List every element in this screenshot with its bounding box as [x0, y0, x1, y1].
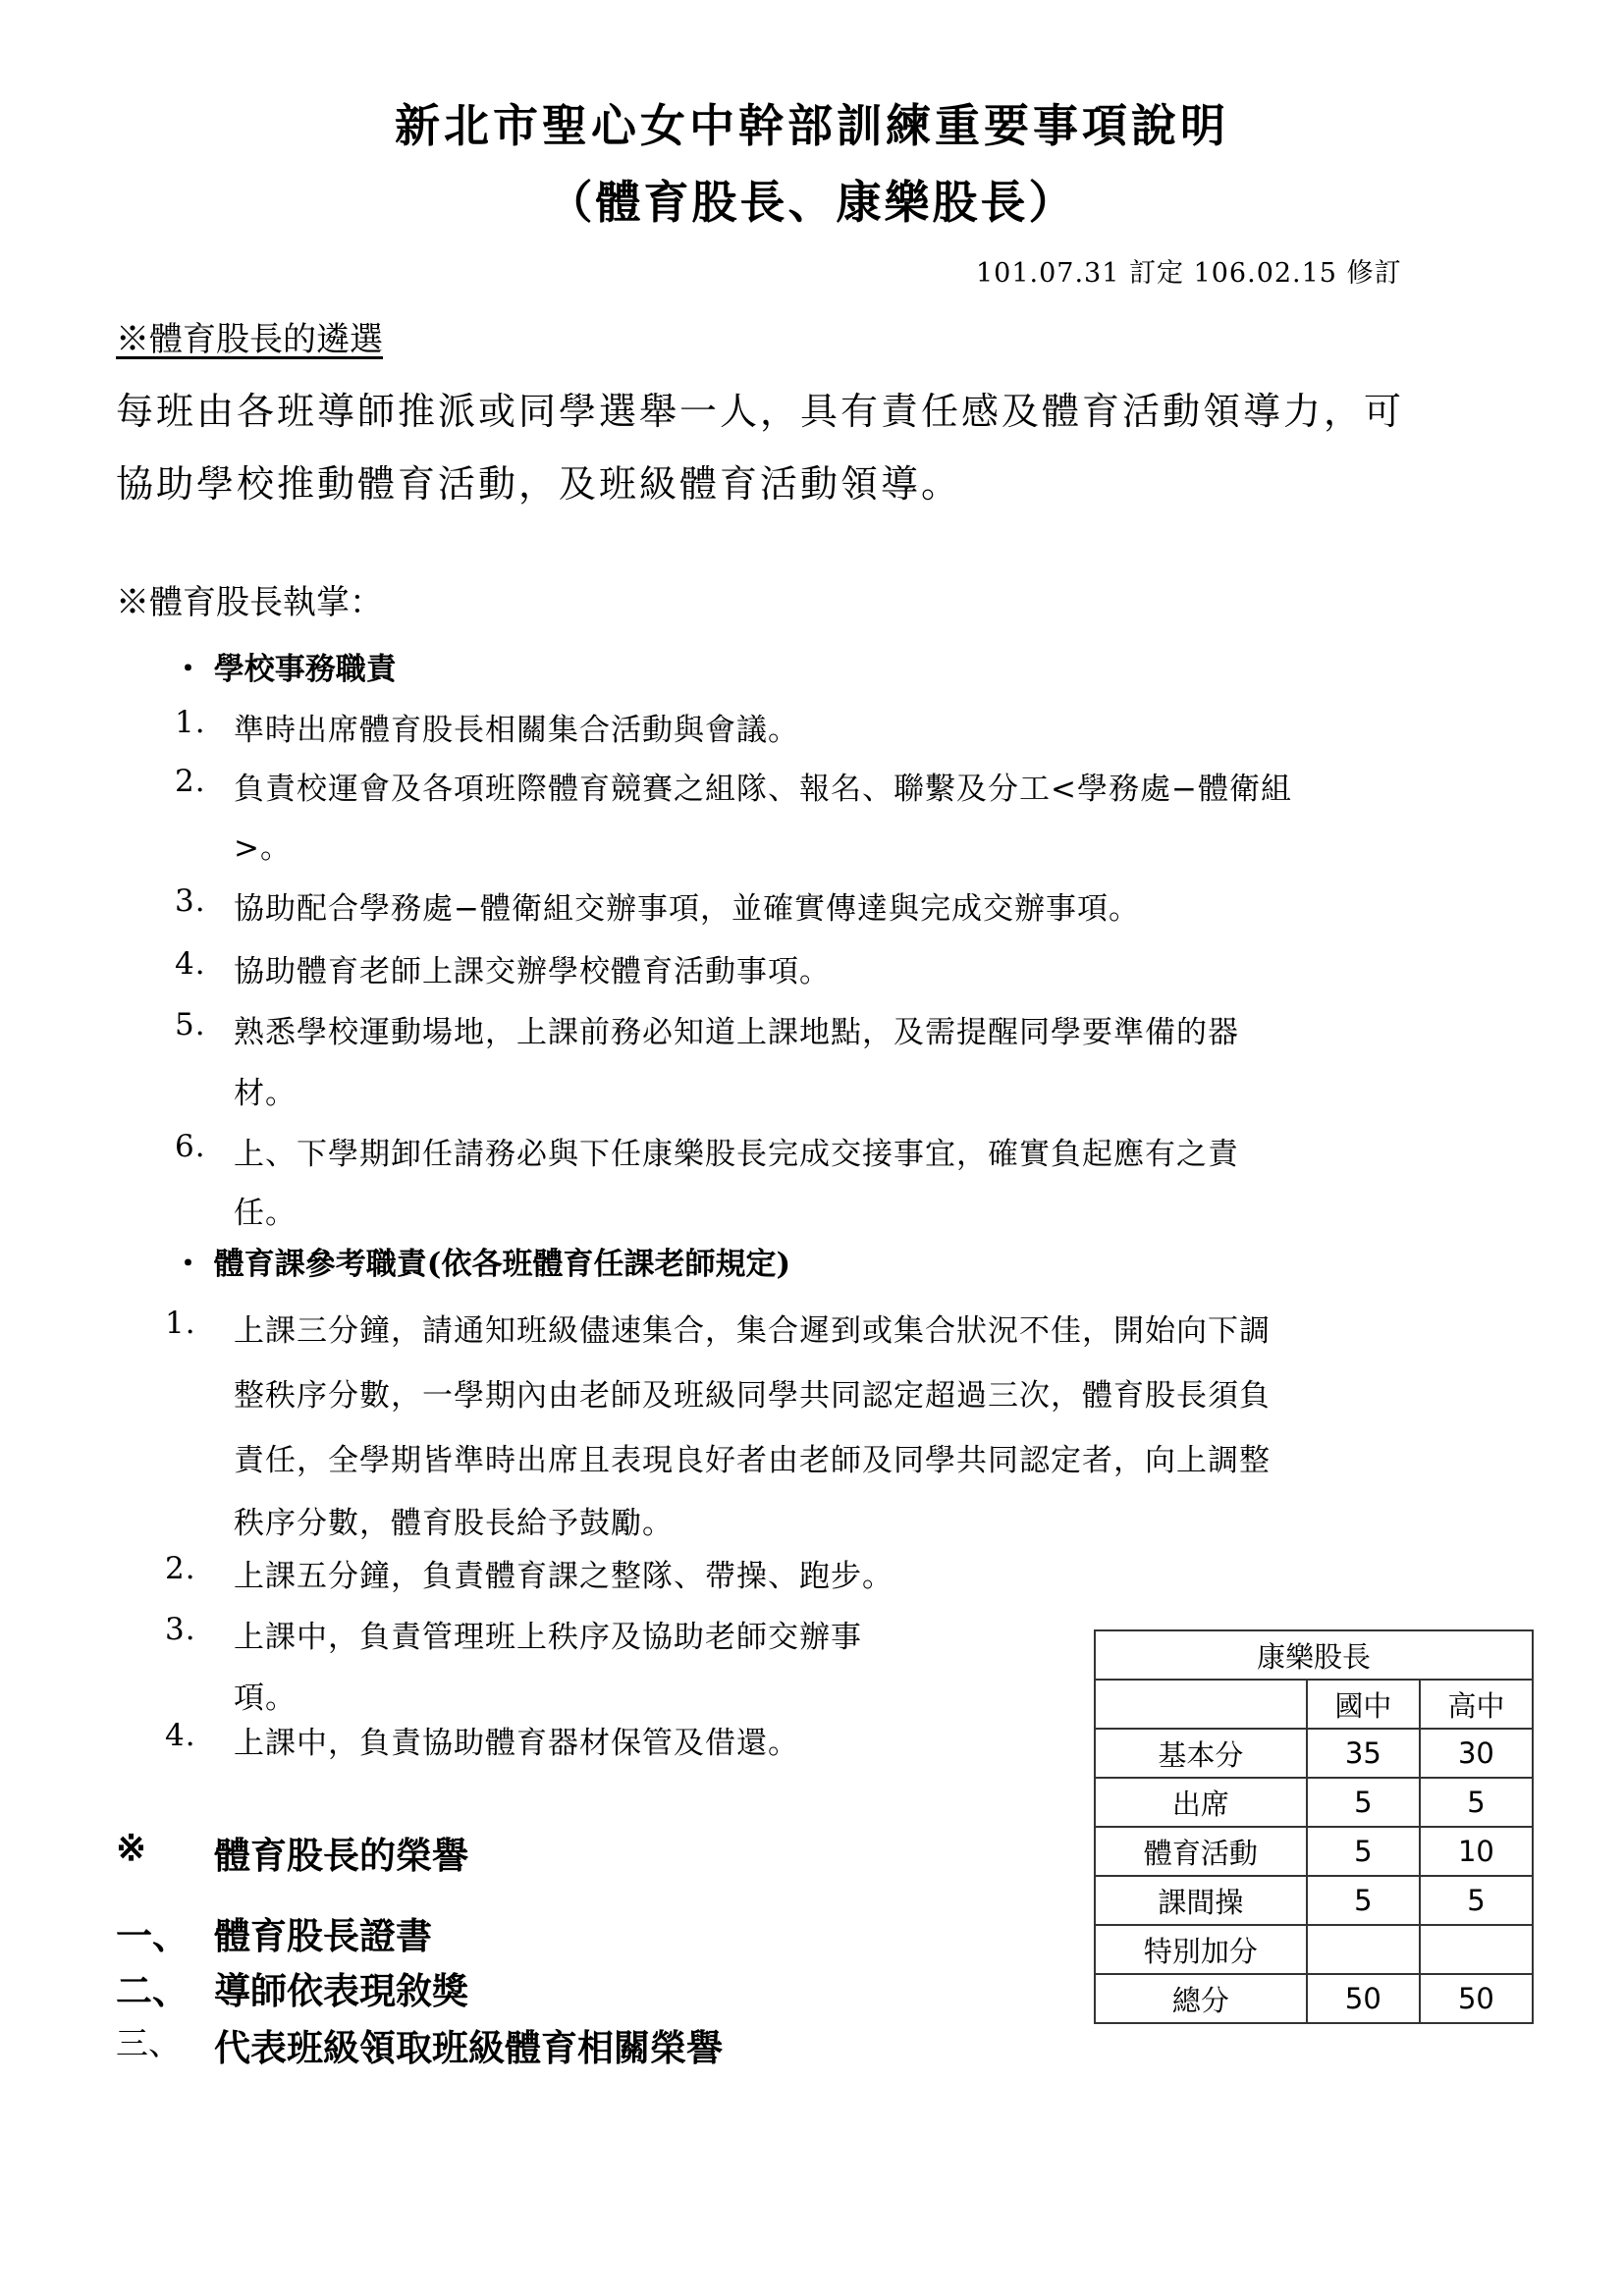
table-cell: 課間操 — [1095, 1876, 1307, 1925]
table-cell: 5 — [1420, 1876, 1533, 1925]
revision-date: 101.07.31 訂定 106.02.15 修訂 — [976, 258, 1402, 289]
honor-item-2-text: 導師依表現敘獎 — [214, 1969, 468, 2012]
table-header-cell — [1095, 1680, 1307, 1729]
honor-item-2-number: 二、 — [116, 1969, 189, 2012]
pe-item-2-text: 上課五分鐘，負責體育課之整隊、帶操、跑步。 — [234, 1559, 893, 1594]
school-item-1-text: 準時出席體育股長相關集合活動與會議。 — [234, 713, 799, 748]
table-cell: 特別加分 — [1095, 1925, 1307, 1974]
school-item-4-text: 協助體育老師上課交辦學校體育活動事項。 — [234, 954, 831, 989]
pe-item-1-text-line-2: 整秩序分數，一學期內由老師及班級同學共同認定超過三次，體育股長須負 — [234, 1378, 1271, 1414]
table-caption: 康樂股長 — [1095, 1630, 1533, 1680]
selection-line-1: 每班由各班導師推派或同學選舉一人，具有責任感及體育活動領導力，可 — [116, 390, 1405, 433]
table-row — [1095, 1876, 1533, 1925]
document-subtitle: （體育股長、康樂股長） — [547, 176, 1077, 229]
document-title: 新北市聖心女中幹部訓練重要事項說明 — [395, 99, 1229, 152]
school-item-4-number: 4. — [175, 946, 206, 982]
table-cell: 總分 — [1095, 1974, 1307, 2023]
table-cell: 30 — [1420, 1729, 1533, 1778]
school-item-2-text-line-2: >。 — [234, 830, 292, 866]
honor-item-3-text: 代表班級領取班級體育相關榮譽 — [214, 2026, 723, 2069]
school-duties-title: ・ 學校事務職責 — [173, 652, 397, 687]
pe-item-3-text-line-2: 項。 — [234, 1681, 297, 1716]
school-item-2-text-line-1: 負責校運會及各項班際體育競賽之組隊、報名、聯繫及分工<學務處−體衛組 — [234, 772, 1292, 807]
table-cell: 5 — [1420, 1778, 1533, 1827]
school-item-5-number: 5. — [175, 1007, 206, 1042]
table-row — [1095, 1778, 1533, 1827]
school-item-6-number: 6. — [175, 1129, 206, 1164]
pe-item-1-text-line-1: 上課三分鐘，請通知班級儘速集合，集合遲到或集合狀況不佳，開始向下調 — [234, 1313, 1271, 1349]
pe-item-4-number: 4. — [165, 1718, 196, 1753]
table-cell: 基本分 — [1095, 1729, 1307, 1778]
table-cell: 5 — [1307, 1778, 1420, 1827]
pe-item-2-number: 2. — [165, 1551, 196, 1586]
school-item-5-text-line-1: 熟悉學校運動場地，上課前務必知道上課地點，及需提醒同學要準備的器 — [234, 1015, 1239, 1050]
school-item-2-number: 2. — [175, 764, 206, 799]
honor-item-1-number: 一、 — [116, 1914, 189, 1957]
school-item-6-text-line-1: 上、下學期卸任請務必與下任康樂股長完成交接事宜，確實負起應有之責 — [234, 1137, 1239, 1172]
table-header-row — [1095, 1680, 1533, 1729]
table-cell — [1307, 1925, 1420, 1974]
table-cell: 出席 — [1095, 1778, 1307, 1827]
duties-heading: ※體育股長執掌： — [116, 583, 383, 622]
pe-item-1-text-line-4: 秩序分數，體育股長給予鼓勵。 — [234, 1506, 674, 1541]
table-row — [1095, 1827, 1533, 1876]
table-cell: 50 — [1420, 1974, 1533, 2023]
school-item-3-number: 3. — [175, 883, 206, 919]
school-item-6-text-line-2: 任。 — [234, 1196, 297, 1231]
table-cell: 5 — [1307, 1876, 1420, 1925]
honor-item-3-number: 三、 — [116, 2024, 181, 2062]
table-header-cell: 高中 — [1420, 1680, 1533, 1729]
pe-duties-title: ・ 體育課參考職責(依各班體育任課老師規定) — [173, 1247, 791, 1282]
table-cell: 35 — [1307, 1729, 1420, 1778]
table-row — [1095, 1925, 1533, 1974]
selection-line-2: 協助學校推動體育活動，及班級體育活動領導。 — [116, 462, 962, 506]
school-item-3-text: 協助配合學務處−體衛組交辦事項，並確實傳達與完成交辦事項。 — [234, 891, 1140, 927]
selection-heading: ※體育股長的遴選 — [116, 320, 383, 359]
table-cell: 10 — [1420, 1827, 1533, 1876]
pe-item-3-number: 3. — [165, 1612, 196, 1647]
table-row — [1095, 1974, 1533, 2023]
table-cell — [1420, 1925, 1533, 1974]
table-caption-row — [1095, 1630, 1533, 1680]
honor-item-1-text: 體育股長證書 — [214, 1914, 432, 1957]
honors-heading: 體育股長的榮譽 — [214, 1834, 468, 1877]
pe-item-3-text-line-1: 上課中，負責管理班上秩序及協助老師交辦事 — [234, 1620, 862, 1655]
pe-item-1-text-line-3: 責任，全學期皆準時出席且表現良好者由老師及同學共同認定者，向上調整 — [234, 1443, 1271, 1478]
table-row — [1095, 1729, 1533, 1778]
score-table — [1094, 1629, 1534, 2024]
table-header-cell: 國中 — [1307, 1680, 1420, 1729]
school-item-5-text-line-2: 材。 — [234, 1076, 297, 1111]
pe-item-4-text: 上課中，負責協助體育器材保管及借還。 — [234, 1726, 799, 1761]
table-cell: 5 — [1307, 1827, 1420, 1876]
pe-item-1-number: 1. — [165, 1306, 196, 1341]
table-cell: 體育活動 — [1095, 1827, 1307, 1876]
honors-heading-mark: ※ — [116, 1826, 147, 1869]
table-cell: 50 — [1307, 1974, 1420, 2023]
school-item-1-number: 1. — [175, 705, 206, 740]
